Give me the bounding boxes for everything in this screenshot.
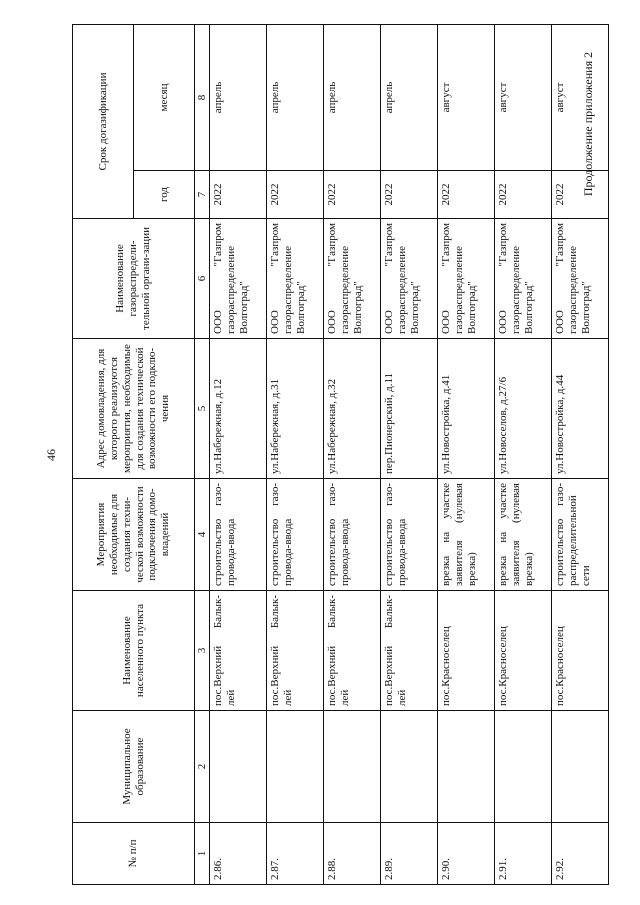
header-municipality: Муниципальное образование [73,711,195,823]
page-number: 46 [44,449,58,461]
column-number: 3 [195,591,210,711]
column-number: 6 [195,219,210,339]
row-settlement: пос.Верхний Балык-лей [381,591,438,711]
row-address: пер.Пионерский, д.11 [381,339,438,479]
row-number: 2.87. [267,823,324,885]
row-measures: строительство газо-провода-ввода [210,479,267,591]
row-month: апрель [210,24,267,170]
row-measures: строительство газо-распределительной сети [552,479,609,591]
row-gas-org: ООО "Газпром газораспределение Волгоград" [267,219,324,339]
header-month: месяц [134,24,195,170]
header-deadline: Срок догазификации [73,24,134,218]
header-gas-org: Наименование газораспредели-тельной органи-зации [73,219,195,339]
gasification-table [72,24,609,885]
row-gas-org: ООО "Газпром газораспределение Волгоград" [495,219,552,339]
row-gas-org: ООО "Газпром газораспределение Волгоград" [438,219,495,339]
row-address: ул.Новостройка, д.41 [438,339,495,479]
row-month: август [438,24,495,170]
table-row [267,24,324,884]
row-address: ул.Набережная, д.31 [267,339,324,479]
row-year: 2022 [381,171,438,219]
row-month: апрель [267,24,324,170]
row-number: 2.90. [438,823,495,885]
row-settlement: пос.Верхний Балык-лей [324,591,381,711]
row-measures: строительство газо-провода-ввода [324,479,381,591]
row-month: апрель [324,24,381,170]
table-row [438,24,495,884]
column-number: 5 [195,339,210,479]
row-settlement: пос.Красноселец [552,591,609,711]
table-header [73,24,210,884]
row-year: 2022 [267,171,324,219]
column-number: 7 [195,171,210,219]
row-address: ул.Новостройка, д.44 [552,339,609,479]
row-settlement: пос.Верхний Балык-лей [210,591,267,711]
row-address: ул.Новоселов, д.27/6 [495,339,552,479]
row-month: апрель [381,24,438,170]
row-year: 2022 [552,171,609,219]
row-address: ул.Набережная, д.12 [210,339,267,479]
header-num: № п/п [73,823,195,885]
row-year: 2022 [324,171,381,219]
row-measures: врезка на участке заявителя (нулевая врезка) [495,479,552,591]
header-settlement: Наименование населенного пункта [73,591,195,711]
appendix-continuation-title: Продолжение приложения 2 [581,51,595,197]
column-number-row [195,24,210,884]
rotated-page-content [72,25,617,885]
table-row [210,24,267,884]
table-row [552,24,609,884]
row-number: 2.89. [381,823,438,885]
table-row [495,24,552,884]
row-municipality [267,711,324,823]
row-municipality [381,711,438,823]
row-gas-org: ООО "Газпром газораспределение Волгоград" [210,219,267,339]
row-address: ул.Набережная, д.32 [324,339,381,479]
row-settlement: пос.Красноселец [438,591,495,711]
row-gas-org: ООО "Газпром газораспределение Волгоград" [552,219,609,339]
row-measures: врезка на участке заявителя (нулевая врезка) [438,479,495,591]
row-municipality [495,711,552,823]
row-number: 2.88. [324,823,381,885]
row-number: 2.86. [210,823,267,885]
row-municipality [210,711,267,823]
column-number: 2 [195,711,210,823]
row-number: 2.92. [552,823,609,885]
row-settlement: пос.Красноселец [495,591,552,711]
row-measures: строительство газо-провода-ввода [267,479,324,591]
row-measures: строительство газо-провода-ввода [381,479,438,591]
header-year: год [134,171,195,219]
table-row [324,24,381,884]
row-year: 2022 [438,171,495,219]
row-month: август [552,24,609,170]
row-settlement: пос.Верхний Балык-лей [267,591,324,711]
row-gas-org: ООО "Газпром газораспределение Волгоград" [324,219,381,339]
column-number: 8 [195,24,210,170]
header-measures: Мероприятия необходимые для создания техни-ческой возможности подключения домо-владений [73,479,195,591]
table-row [381,24,438,884]
row-municipality [552,711,609,823]
table-body [210,24,609,884]
row-month: август [495,24,552,170]
row-number: 2.91. [495,823,552,885]
header-address: Адрес домовладения, для которого реализуются мероприятия, необходимые для создания технической возможности его подклю-чения [73,339,195,479]
row-municipality [324,711,381,823]
row-municipality [438,711,495,823]
column-number: 4 [195,479,210,591]
column-number: 1 [195,823,210,885]
row-year: 2022 [495,171,552,219]
row-gas-org: ООО "Газпром газораспределение Волгоград" [381,219,438,339]
row-year: 2022 [210,171,267,219]
